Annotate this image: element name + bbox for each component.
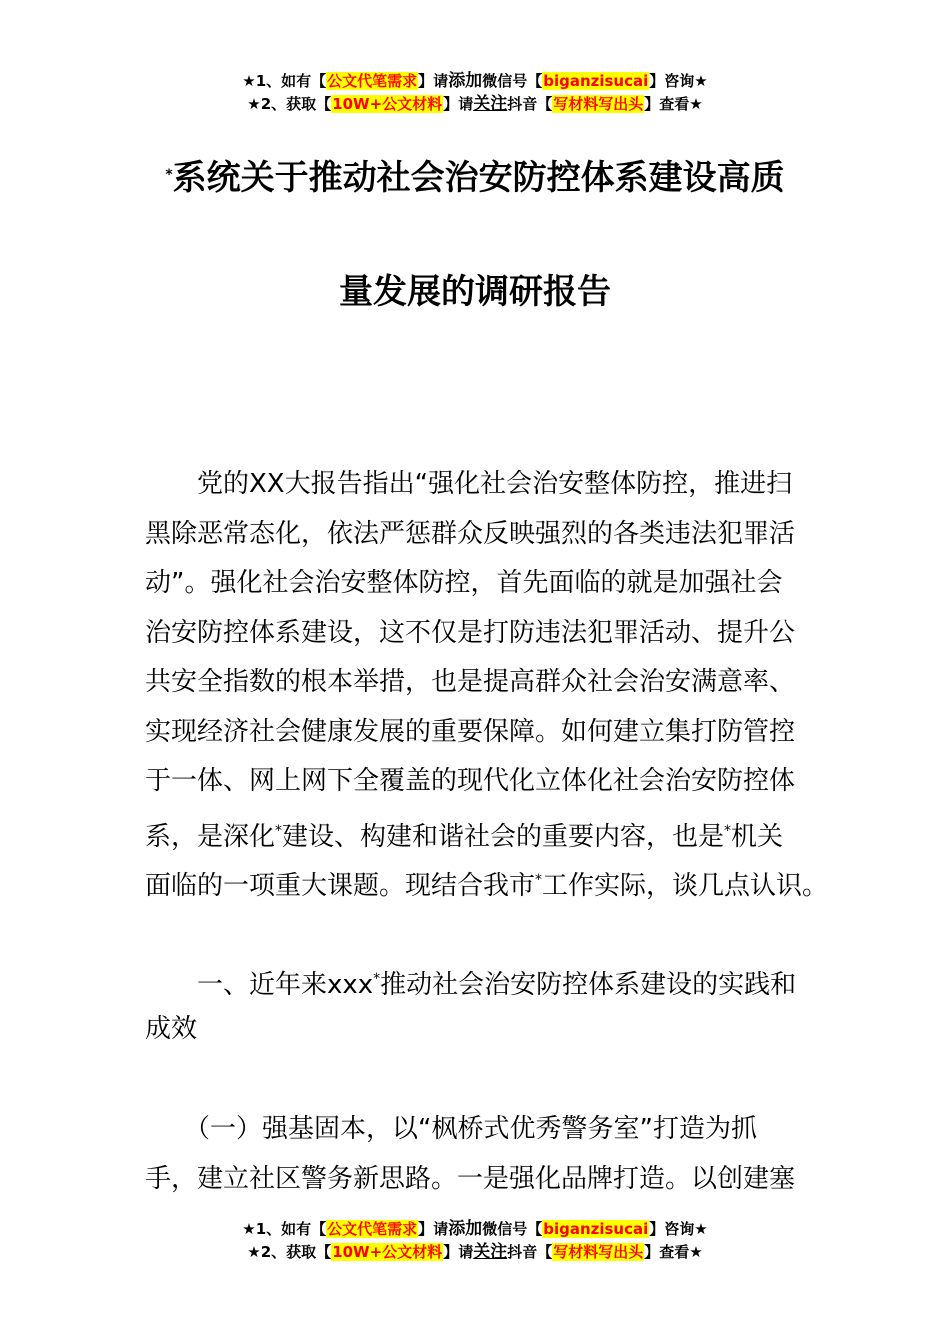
banner-text: 抖音【 — [507, 1243, 553, 1261]
banner-text: ★1、如有【 — [242, 1220, 327, 1238]
text-segment: 面临的一项重大课题。现结合我市 — [145, 871, 536, 901]
footer-banner — [0, 1218, 950, 1264]
banner-highlight: 10W+公文材料 — [332, 95, 443, 113]
star-mark: * — [275, 822, 283, 839]
title-text: 系统关于推动社会治安防控体系建设高质 — [172, 158, 785, 198]
text-line: （一）强基固本，以“枫桥式优秀警务室”打造为抓 — [145, 1114, 757, 1144]
section-heading-1 — [145, 955, 810, 1054]
text-segment: 推动社会治安防控体系建设的实践和 — [380, 970, 797, 1000]
banner-line-1 — [0, 70, 950, 93]
text-line: 于一体、网上网下全覆盖的现代化立体化社会治安防控体 — [145, 766, 796, 796]
text-line: 实现经济社会健康发展的重要保障。如何建立集打防管控 — [145, 716, 796, 747]
text-line — [145, 807, 810, 857]
text-segment: 系，是深化 — [145, 821, 276, 852]
star-mark: * — [535, 872, 543, 888]
text-line: 共安全指数的根本举措，也是提高群众社会治安满意率、 — [145, 667, 796, 697]
text-line — [145, 856, 829, 906]
star-mark: * — [724, 822, 732, 839]
banner-text: 】查看★ — [644, 1243, 703, 1261]
banner-text: 微信号【 — [482, 1220, 543, 1238]
banner-text: ★2、获取【 — [247, 95, 332, 113]
banner-highlight: biganzisucai — [543, 1220, 649, 1238]
banner-text: 】咨询★ — [649, 1220, 708, 1238]
banner-line-2 — [0, 93, 950, 116]
banner-text: 微信号【 — [482, 72, 543, 90]
banner-text: 】请 — [418, 1220, 449, 1238]
banner-text: ★1、如有【 — [242, 72, 327, 90]
title-text: 量发展的调研报告 — [339, 272, 611, 312]
banner-text: 】查看★ — [644, 95, 703, 113]
banner-highlight: 写材料写出头 — [553, 95, 644, 113]
text-line — [145, 955, 810, 1005]
text-segment: 建设、构建和谐社会的重要内容，也是 — [282, 821, 725, 852]
text-segment: 一、近年来xxx — [145, 970, 374, 1000]
banner-emphasis: 关注 — [473, 94, 508, 114]
banner-highlight: 公文代笔需求 — [327, 1220, 418, 1238]
document-title-line-2 — [100, 272, 850, 312]
banner-emphasis: 添加 — [448, 1219, 483, 1239]
text-line: 治安防控体系建设，这不仅是打防违法犯罪活动、提升公 — [145, 617, 796, 648]
banner-text: 】请 — [443, 1243, 474, 1261]
text-line: 动”。强化社会治安整体防控，首先面临的就是加强社会 — [145, 568, 783, 598]
document-title-line-1 — [100, 155, 850, 198]
title-star: * — [165, 167, 173, 183]
text-line: 黑除恶常态化，依法严惩群众反映强烈的各类违法犯罪活 — [145, 518, 796, 549]
banner-highlight: 10W+公文材料 — [332, 1243, 443, 1261]
paragraph-intro — [145, 460, 829, 906]
banner-line-2 — [0, 1241, 950, 1264]
banner-highlight: 公文代笔需求 — [327, 72, 418, 90]
banner-text: 抖音【 — [507, 95, 553, 113]
banner-emphasis: 关注 — [473, 1242, 508, 1262]
banner-text: 】咨询★ — [649, 72, 708, 90]
star-mark: * — [373, 971, 381, 987]
text-line: 党的XX大报告指出“强化社会治安整体防控，推进扫 — [145, 469, 793, 499]
banner-text: ★2、获取【 — [247, 1243, 332, 1261]
banner-highlight: 写材料写出头 — [553, 1243, 644, 1261]
banner-highlight: biganzisucai — [543, 72, 649, 90]
subsection-1 — [145, 1105, 810, 1204]
text-line: 成效 — [145, 1013, 198, 1044]
header-banner — [0, 70, 950, 116]
text-segment: 机关 — [731, 821, 784, 852]
banner-text: 】请 — [418, 72, 449, 90]
text-line: 手，建立社区警务新思路。一是强化品牌打造。以创建塞 — [145, 1163, 796, 1194]
text-segment: 工作实际，谈几点认识。 — [542, 871, 829, 901]
banner-line-1 — [0, 1218, 950, 1241]
banner-emphasis: 添加 — [448, 71, 483, 91]
banner-text: 】请 — [443, 95, 474, 113]
